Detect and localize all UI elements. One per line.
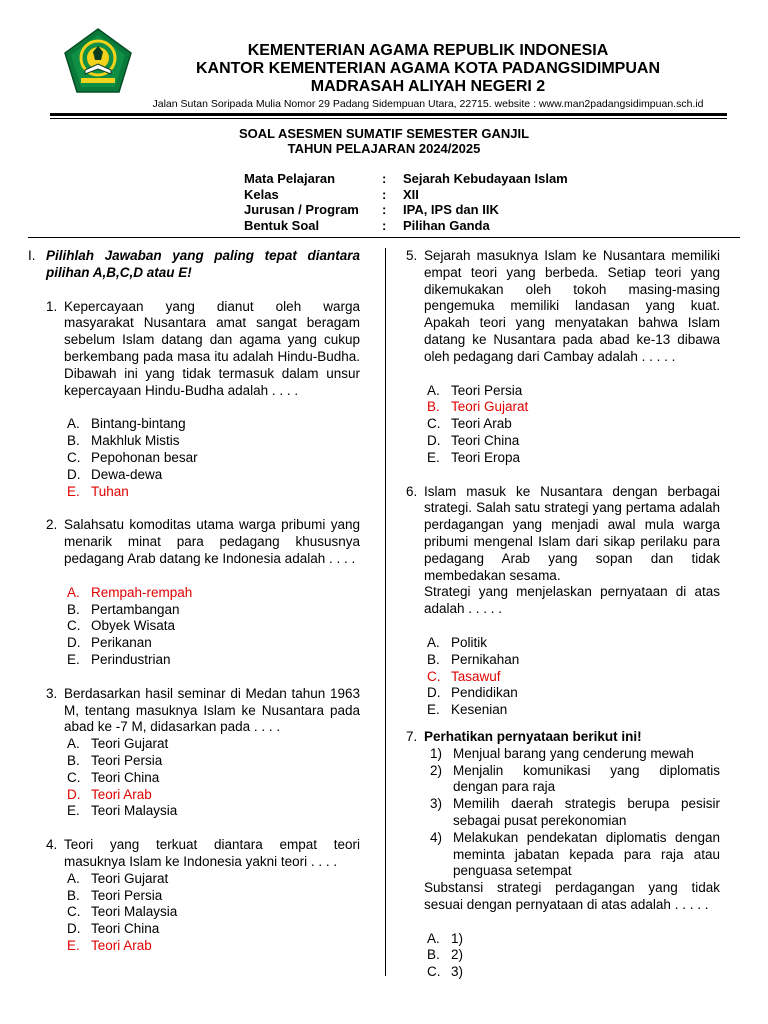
meta-value: XII bbox=[403, 186, 419, 202]
question-text: Teori yang terkuat diantara empat teori masuknya Islam ke Indonesia yakni teori . . . . bbox=[64, 837, 360, 869]
meta-value: Pilihan Ganda bbox=[403, 217, 490, 233]
option-text: Tuhan bbox=[91, 483, 129, 499]
option bbox=[427, 383, 720, 400]
option-answer bbox=[427, 399, 720, 416]
option-text: Kesenian bbox=[451, 702, 508, 718]
option bbox=[427, 931, 720, 948]
question-3-options bbox=[67, 736, 360, 820]
option-text: Perikanan bbox=[91, 635, 152, 651]
question-text: Perhatikan pernyataan berikut ini! bbox=[424, 728, 642, 744]
option-text: Teori Gujarat bbox=[91, 736, 169, 752]
option bbox=[427, 450, 720, 467]
option-letter: C. bbox=[427, 668, 441, 684]
option-text: Pertambangan bbox=[91, 601, 180, 617]
question-4 bbox=[46, 837, 360, 871]
option-text: Obyek Wisata bbox=[91, 618, 176, 634]
option-letter: E. bbox=[67, 651, 80, 667]
option-letter: D. bbox=[67, 921, 81, 937]
statement-number: 2) bbox=[430, 762, 443, 778]
option-letter: D. bbox=[67, 635, 81, 651]
statement-item bbox=[430, 763, 720, 797]
meta-value: IPA, IPS dan IIK bbox=[403, 202, 499, 217]
question-4-options bbox=[67, 871, 360, 955]
option-answer bbox=[67, 938, 360, 955]
header-rule-thin bbox=[50, 118, 727, 119]
question-5 bbox=[406, 248, 720, 366]
option-text: Teori Persia bbox=[91, 752, 163, 768]
option-text: Teori Persia bbox=[91, 887, 163, 903]
meta-label: Mata Pelajaran bbox=[244, 171, 336, 186]
option-text: Teori Persia bbox=[451, 382, 523, 398]
question-1 bbox=[46, 299, 360, 400]
school-name: MADRASAH ALIYAH NEGERI 2 bbox=[310, 78, 546, 95]
option-letter: E. bbox=[427, 702, 440, 718]
option-text: Teori Arab bbox=[91, 937, 152, 953]
statement-text: Menjual barang yang cenderung mewah bbox=[453, 745, 694, 761]
ministry-name: KEMENTERIAN AGAMA REPUBLIK INDONESIA bbox=[247, 42, 609, 59]
option-text: Teori China bbox=[451, 432, 520, 448]
meta-label: Kelas bbox=[244, 186, 279, 202]
option-text: Perindustrian bbox=[91, 651, 171, 667]
question-number: 1. bbox=[46, 298, 58, 314]
option-answer bbox=[67, 585, 360, 602]
option bbox=[67, 635, 360, 652]
question-2-options bbox=[67, 585, 360, 669]
option-text: Teori Malaysia bbox=[91, 803, 178, 819]
option-letter: E. bbox=[67, 937, 80, 953]
header-rule-thick bbox=[50, 113, 727, 116]
option-text: Makhluk Mistis bbox=[91, 433, 180, 449]
statement-item bbox=[430, 746, 720, 763]
question-text: Islam masuk ke Nusantara dengan berbagai strategi. Salah satu strategi yang pertama adalah perdagangan yang menjadi awal mula warga pribumi mengenal Islam dari sikap perilaku para pedagang Arab yang sopan dan tidak membedakan sesama. bbox=[424, 483, 720, 583]
option-letter: C. bbox=[67, 904, 81, 920]
question-6-options bbox=[427, 635, 720, 719]
option-letter: B. bbox=[67, 601, 80, 617]
option bbox=[427, 947, 720, 964]
right-column bbox=[406, 248, 720, 981]
option-letter: B. bbox=[67, 752, 80, 768]
option-letter: B. bbox=[427, 399, 440, 415]
school-address: Jalan Sutan Soripada Mulia Nomor 29 Padang Sidempuan Utara, 22715. website : www.man2padangsidimpuan.sch.id bbox=[152, 98, 704, 110]
option-text: Teori Gujarat bbox=[451, 399, 529, 415]
option-letter: A. bbox=[427, 930, 440, 946]
meta-row bbox=[244, 202, 568, 218]
question-text: Sejarah masuknya Islam ke Nusantara memiliki empat teori yang berbeda. Setiap teori yang dikemukakan oleh tokoh masing-masing pengemuka memiliki landasan yang kuat. Apakah teori yang menyatakan bahwa Islam datang ke Nusantara pada abad ke-13 dibawa oleh pedagang dari Cambay adalah . . . . . bbox=[424, 248, 720, 364]
option-letter: A. bbox=[67, 584, 80, 600]
letterhead bbox=[148, 42, 708, 111]
statement-text: Memilih daerah strategis berupa pesisir sebagai pusat perekonomian bbox=[453, 796, 720, 828]
meta-label: Bentuk Soal bbox=[244, 217, 320, 233]
option-text: 1) bbox=[451, 930, 464, 946]
question-5-options bbox=[427, 383, 720, 467]
option-letter: A. bbox=[67, 736, 80, 752]
option-letter: A. bbox=[67, 416, 80, 432]
question-text: Kepercayaan yang dianut oleh warga masyarakat Nusantara amat sangat beragam sebelum Islam datang dan agama yang cukup berkembang pada masa itu adalah Hindu-Budha. Dibawah ini yang tidak termasuk dalam unsur kepercayaan Hindu-Budha adalah . . . . bbox=[64, 298, 360, 398]
option-letter: A. bbox=[427, 382, 440, 398]
option-letter: E. bbox=[67, 483, 80, 499]
question-number: 4. bbox=[46, 837, 58, 853]
left-column bbox=[28, 248, 360, 955]
option-letter: B. bbox=[67, 887, 80, 903]
option-letter: D. bbox=[427, 432, 441, 448]
option bbox=[67, 888, 360, 905]
option-letter: C. bbox=[67, 618, 81, 634]
option-text: Pendidikan bbox=[451, 685, 518, 701]
option-letter: E. bbox=[67, 803, 80, 819]
question-number: 6. bbox=[406, 483, 418, 499]
option bbox=[67, 433, 360, 450]
question-2 bbox=[46, 517, 360, 567]
option bbox=[67, 602, 360, 619]
option bbox=[427, 685, 720, 702]
option bbox=[427, 702, 720, 719]
option-letter: A. bbox=[427, 634, 440, 650]
question-number: 5. bbox=[406, 248, 418, 263]
question-number: 2. bbox=[46, 517, 58, 533]
option-letter: A. bbox=[67, 870, 80, 886]
option-letter: D. bbox=[67, 466, 81, 482]
option-letter: B. bbox=[427, 947, 440, 963]
option-letter: C. bbox=[67, 449, 81, 465]
meta-row bbox=[244, 218, 568, 234]
meta-separator: : bbox=[382, 171, 387, 186]
option-text: Pernikahan bbox=[451, 651, 520, 667]
question-body bbox=[424, 729, 720, 914]
option bbox=[427, 416, 720, 433]
option bbox=[427, 635, 720, 652]
option bbox=[67, 753, 360, 770]
statement-item bbox=[430, 796, 720, 830]
question-number: 3. bbox=[46, 685, 58, 701]
option-letter: E. bbox=[427, 449, 440, 465]
option-answer bbox=[67, 484, 360, 501]
option-letter: C. bbox=[427, 964, 441, 980]
meta-value: Sejarah Kebudayaan Islam bbox=[403, 171, 568, 186]
meta-separator: : bbox=[382, 202, 387, 217]
question-prompt: Strategi yang menjelaskan pernyataan di atas adalah . . . . . bbox=[424, 584, 720, 617]
office-name: KANTOR KEMENTERIAN AGAMA KOTA PADANGSIDIMPUAN bbox=[196, 60, 660, 77]
option-letter: D. bbox=[67, 786, 81, 802]
option bbox=[67, 618, 360, 635]
instruction-text: Pilihlah Jawaban yang paling tepat diantara pilihan A,B,C,D atau E! bbox=[46, 248, 360, 280]
question-text: Salahsatu komoditas utama warga pribumi yang menarik minat para pedagang khususnya pedagang Arab datang ke Indonesia adalah . . . . bbox=[64, 517, 360, 566]
question-body bbox=[424, 484, 720, 618]
meta-row bbox=[244, 171, 568, 187]
option-letter: D. bbox=[427, 685, 441, 701]
option-text: Teori Arab bbox=[91, 786, 152, 802]
option-letter: C. bbox=[67, 769, 81, 785]
exam-title: SOAL ASESMEN SUMATIF SEMESTER GANJIL bbox=[238, 126, 530, 141]
option-answer bbox=[427, 669, 720, 686]
column-divider bbox=[385, 248, 386, 976]
option bbox=[67, 871, 360, 888]
question-7 bbox=[406, 729, 720, 914]
option bbox=[67, 467, 360, 484]
option bbox=[67, 803, 360, 820]
question-text: Berdasarkan hasil seminar di Medan tahun 1963 M, tentang masuknya Islam ke Nusantara pada abad ke -7 M, didasarkan pada . . . . bbox=[64, 685, 360, 735]
question-3 bbox=[46, 686, 360, 736]
option-letter: C. bbox=[427, 416, 441, 432]
option-text: 3) bbox=[451, 964, 464, 980]
exam-meta bbox=[244, 171, 568, 233]
option-text: Teori Arab bbox=[451, 416, 512, 432]
statement-item bbox=[430, 830, 720, 880]
option bbox=[67, 904, 360, 921]
meta-row bbox=[244, 187, 568, 203]
section-rule bbox=[28, 237, 740, 238]
statement-number: 3) bbox=[430, 796, 443, 812]
option-text: Teori China bbox=[91, 769, 160, 785]
option bbox=[427, 964, 720, 981]
option bbox=[67, 450, 360, 467]
option bbox=[67, 416, 360, 433]
option bbox=[67, 736, 360, 753]
exam-year: TAHUN PELAJARAN 2024/2025 bbox=[287, 141, 481, 156]
option-text: Teori Gujarat bbox=[91, 870, 169, 886]
option-text: Teori Malaysia bbox=[91, 904, 178, 920]
meta-label: Jurusan / Program bbox=[244, 202, 359, 217]
statement-number: 1) bbox=[430, 745, 443, 761]
option-text: Tasawuf bbox=[451, 668, 501, 684]
option-text: Politik bbox=[451, 634, 488, 650]
option bbox=[427, 433, 720, 450]
option bbox=[67, 652, 360, 669]
meta-separator: : bbox=[382, 186, 387, 202]
question-1-options bbox=[67, 416, 360, 500]
option-text: Dewa-dewa bbox=[91, 466, 163, 482]
option-text: Rempah-rempah bbox=[91, 584, 193, 600]
option-text: Bintang-bintang bbox=[91, 416, 186, 432]
option-letter: B. bbox=[427, 651, 440, 667]
option-letter: B. bbox=[67, 433, 80, 449]
option-text: Teori China bbox=[91, 921, 160, 937]
option-text: Teori Eropa bbox=[451, 449, 521, 465]
statement-text: Menjalin komunikasi yang diplomatis dengan para raja bbox=[453, 762, 720, 795]
meta-separator: : bbox=[382, 217, 387, 233]
question-prompt: Substansi strategi perdagangan yang tidak sesuai dengan pernyataan di atas adalah . . . . . bbox=[424, 880, 720, 912]
section-instruction bbox=[28, 248, 360, 282]
option bbox=[67, 770, 360, 787]
option-text: 2) bbox=[451, 947, 464, 963]
question-7-options bbox=[427, 931, 720, 981]
question-6 bbox=[406, 484, 720, 618]
statement-text: Melakukan pendekatan diplomatis dengan meminta jabatan kepada para raja atau penguasa setempat bbox=[453, 829, 720, 879]
option-text: Pepohonan besar bbox=[91, 449, 198, 465]
option-answer bbox=[67, 787, 360, 804]
statement-number: 4) bbox=[430, 829, 443, 845]
option bbox=[67, 921, 360, 938]
section-number: I. bbox=[28, 248, 36, 263]
ministry-logo bbox=[63, 28, 133, 94]
question-number: 7. bbox=[406, 728, 418, 744]
option bbox=[427, 652, 720, 669]
